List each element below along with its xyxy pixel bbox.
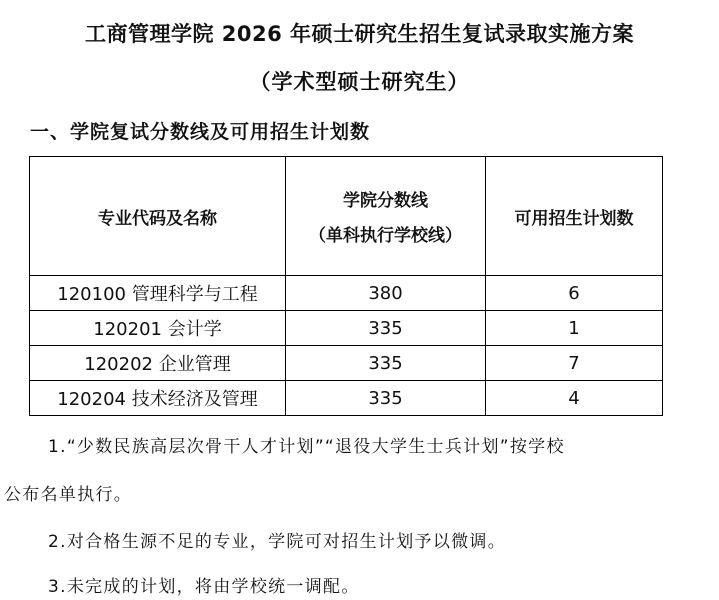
cell-score: 335 bbox=[286, 381, 486, 416]
document-title: 工商管理学院 2026 年硕士研究生招生复试录取实施方案 bbox=[84, 22, 635, 46]
note-1-line-2: 公布名单执行。 bbox=[4, 485, 133, 505]
table-row bbox=[30, 311, 663, 346]
cell-major: 120100 管理科学与工程 bbox=[30, 276, 286, 311]
header-major: 专业代码及名称 bbox=[30, 157, 286, 276]
cell-quota: 1 bbox=[486, 311, 663, 346]
cell-major: 120204 技术经济及管理 bbox=[30, 381, 286, 416]
cell-score: 380 bbox=[286, 276, 486, 311]
table-row bbox=[30, 346, 663, 381]
header-score-line-note: （单科执行学校线） bbox=[309, 226, 462, 246]
table-row bbox=[30, 381, 663, 416]
header-score-line bbox=[286, 157, 486, 276]
document-subtitle: （学术型硕士研究生） bbox=[249, 70, 470, 94]
cell-major: 120202 企业管理 bbox=[30, 346, 286, 381]
cell-score: 335 bbox=[286, 311, 486, 346]
cell-quota: 7 bbox=[486, 346, 663, 381]
score-quota-table bbox=[29, 156, 663, 416]
table-row bbox=[30, 276, 663, 311]
header-score-line-main: 学院分数线 bbox=[343, 191, 428, 211]
cell-score: 335 bbox=[286, 346, 486, 381]
header-quota: 可用招生计划数 bbox=[486, 157, 663, 276]
cell-major: 120201 会计学 bbox=[30, 311, 286, 346]
note-1-line-1: 1.“少数民族高层次骨干人才计划”“退役大学生士兵计划”按学校 bbox=[48, 437, 565, 457]
note-3: 3.未完成的计划，将由学校统一调配。 bbox=[48, 577, 360, 597]
section-heading: 一、学院复试分数线及可用招生计划数 bbox=[30, 121, 371, 143]
cell-quota: 6 bbox=[486, 276, 663, 311]
note-2: 2.对合格生源不足的专业，学院可对招生计划予以微调。 bbox=[48, 532, 507, 552]
cell-quota: 4 bbox=[486, 381, 663, 416]
table-header-row bbox=[30, 157, 663, 276]
